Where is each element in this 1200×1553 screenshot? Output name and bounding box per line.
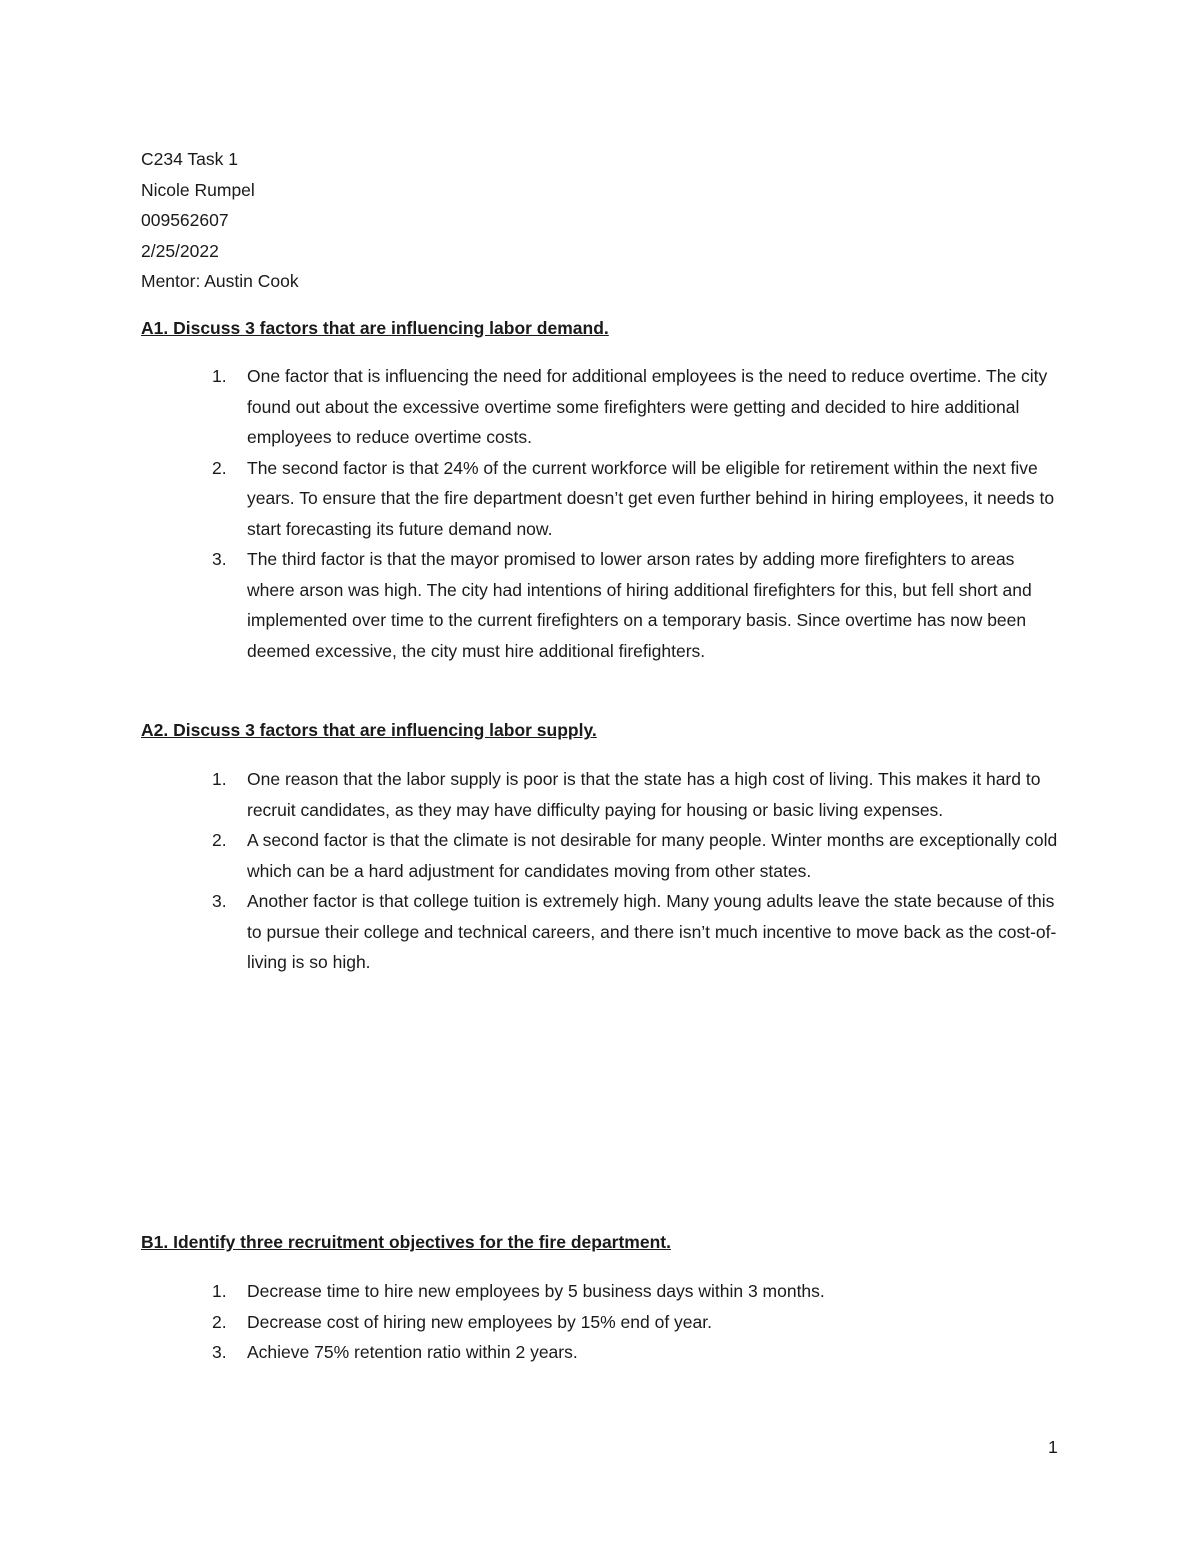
list-number: 3. [212,891,227,911]
list-item [141,764,1061,825]
list-item-text: Another factor is that college tuition is extremely high. Many young adults leave the state because of this to pursue their college and technical careers, and there isn’t much incentive to move back as the cost-of-living is so high. [247,891,1057,972]
list-item [141,886,1061,978]
list-number: 3. [212,549,227,569]
list-item [141,453,1061,545]
list-item-text: A second factor is that the climate is not desirable for many people. Winter months are exceptionally cold which can be a hard adjustment for candidates moving from other states. [247,830,1058,881]
section-heading-a2: A2. Discuss 3 factors that are influencing labor supply. [141,720,597,740]
page-number: 1 [1048,1437,1058,1457]
list-item [141,1307,1061,1338]
list-item-text: One reason that the labor supply is poor is that the state has a high cost of living. This makes it hard to recruit candidates, as they may have difficulty paying for housing or basic living expenses. [247,769,1041,820]
list-item-text: The third factor is that the mayor promised to lower arson rates by adding more firefighters to areas where arson was high. The city had intentions of hiring additional firefighters for this, but fell short and implemented over time to the current firefighters on a temporary basis. Since overtime has now been deemed excessive, the city must hire additional firefighters. [247,549,1032,661]
document-date: 2/25/2022 [141,240,219,261]
section-list-b1 [141,1276,1061,1368]
section-list-a1 [141,361,1061,666]
author-name: Nicole Rumpel [141,179,255,200]
mentor-line: Mentor: Austin Cook [141,271,299,291]
list-item-text: The second factor is that 24% of the current workforce will be eligible for retirement within the next five years. To ensure that the fire department doesn’t get even further behind in hiring employees, it needs to start forecasting its future demand now. [247,457,1055,539]
list-item [141,1276,1061,1307]
list-item-text: Decrease time to hire new employees by 5 business days within 3 months. [247,1281,825,1301]
list-number: 1. [212,366,227,386]
list-item [141,1337,1061,1368]
student-id: 009562607 [141,210,229,230]
list-item [141,361,1061,453]
list-item [141,544,1061,666]
section-list-a2 [141,764,1061,978]
course-title: C234 Task 1 [141,149,238,169]
document-header [141,144,299,297]
list-number: 3. [212,1342,227,1362]
list-item-text: One factor that is influencing the need for additional employees is the need to reduce overtime. The city found out about the excessive overtime some firefighters were getting and decided to hire additional employees to reduce overtime costs. [247,366,1048,447]
list-number: 2. [212,457,227,478]
list-number: 1. [212,1281,227,1301]
list-number: 1. [212,769,227,789]
section-heading-b1: B1. Identify three recruitment objectives for the fire department. [141,1232,671,1252]
section-heading-a1: A1. Discuss 3 factors that are influencing labor demand. [141,318,609,338]
list-item [141,825,1061,886]
list-number: 2. [212,1311,227,1332]
list-number: 2. [212,830,227,850]
list-item-text: Achieve 75% retention ratio within 2 years. [247,1342,578,1362]
list-item-text: Decrease cost of hiring new employees by 15% end of year. [247,1311,712,1332]
